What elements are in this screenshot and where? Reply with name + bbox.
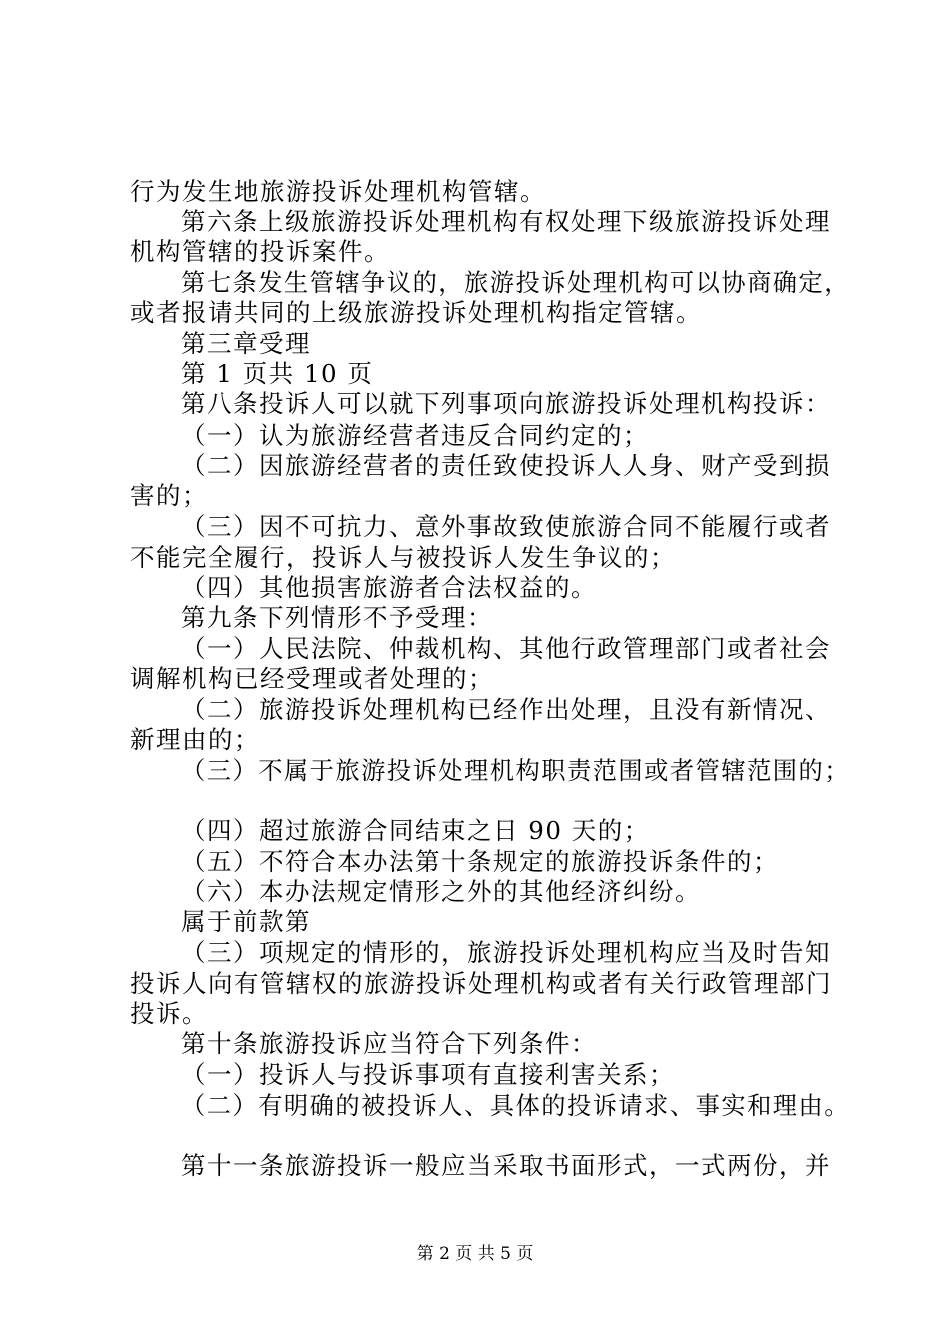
text-line: 或者报请共同的上级旅游投诉处理机构指定管辖。 <box>130 298 702 327</box>
text-line: 第十条旅游投诉应当符合下列条件： <box>181 1029 597 1058</box>
text-line: 第九条下列情形不予受理： <box>181 603 493 632</box>
text-line: 投诉。 <box>130 999 208 1028</box>
text-line: 第七条发生管辖争议的，旅游投诉处理机构可以协商确定， <box>181 268 850 297</box>
text-line: 第十一条旅游投诉一般应当采取书面形式，一式两份，并 <box>181 1151 831 1180</box>
text-line: （二）旅游投诉处理机构已经作出处理，且没有新情况、 <box>181 695 831 724</box>
text-line: （一）投诉人与投诉事项有直接利害关系； <box>181 1060 675 1089</box>
text-line: 机构管辖的投诉案件。 <box>130 237 390 266</box>
text-line: 调解机构已经受理或者处理的； <box>130 664 494 693</box>
text-line: （四）超过旅游合同结束之日 90 天的； <box>181 816 650 845</box>
page-footer: 第 2 页 共 5 页 <box>416 1244 534 1264</box>
text-line: （三）因不可抗力、意外事故致使旅游合同不能履行或者 <box>181 512 831 541</box>
text-line: 不能完全履行，投诉人与被投诉人发生争议的； <box>130 543 676 572</box>
text-line: 投诉人向有管辖权的旅游投诉处理机构或者有关行政管理部门 <box>130 969 832 998</box>
text-line: 第六条上级旅游投诉处理机构有权处理下级旅游投诉处理 <box>181 207 831 236</box>
text-line: 害的； <box>130 481 208 510</box>
text-line: （五）不符合本办法第十条规定的旅游投诉条件的； <box>181 847 779 876</box>
text-line: 属于前款第 <box>181 907 311 936</box>
text-line: （二）因旅游经营者的责任致使投诉人人身、财产受到损 <box>181 451 831 480</box>
text-line: （三）项规定的情形的，旅游投诉处理机构应当及时告知 <box>181 938 831 967</box>
text-line: （三）不属于旅游投诉处理机构职责范围或者管辖范围的； <box>181 756 850 785</box>
text-line: 新理由的； <box>130 725 260 754</box>
text-line: （二）有明确的被投诉人、具体的投诉请求、事实和理由。 <box>181 1091 850 1120</box>
text-line: （一）人民法院、仲裁机构、其他行政管理部门或者社会 <box>181 634 831 663</box>
text-line: 第八条投诉人可以就下列事项向旅游投诉处理机构投诉： <box>181 389 831 418</box>
text-line: （六）本办法规定情形之外的其他经济纠纷。 <box>181 877 701 906</box>
text-line: 行为发生地旅游投诉处理机构管辖。 <box>130 177 546 206</box>
text-line: （四）其他损害旅游者合法权益的。 <box>181 573 597 602</box>
inline-page-marker: 第 1 页共 10 页 <box>181 359 374 388</box>
text-line: （一）认为旅游经营者违反合同约定的； <box>181 421 649 450</box>
chapter-heading: 第三章受理 <box>181 329 311 358</box>
